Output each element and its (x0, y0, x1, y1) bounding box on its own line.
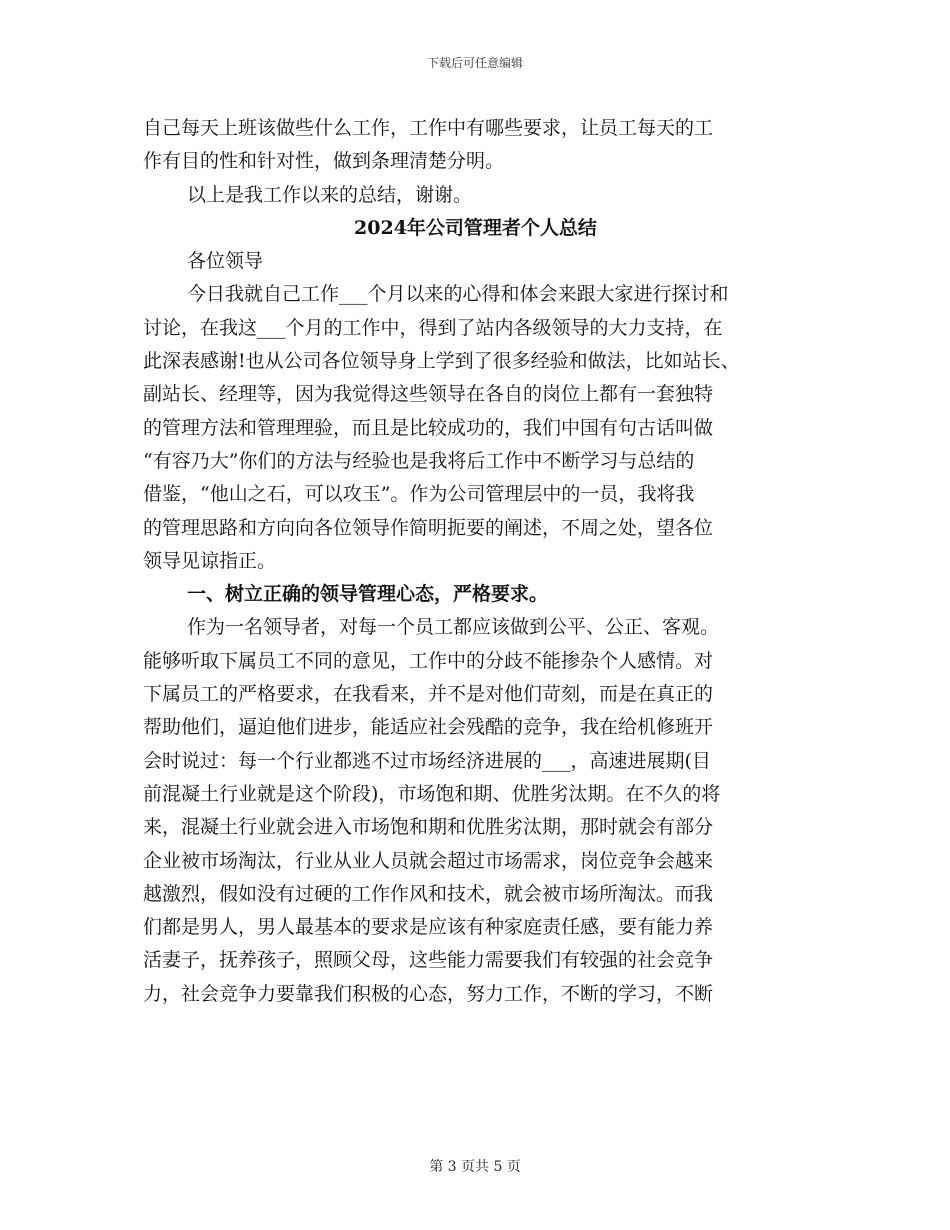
header-note: 下载后可任意编辑 (426, 56, 523, 70)
paragraph-line: 领导见谅指正。 (143, 549, 277, 572)
paragraph-line: 以上是我工作以来的总结，谢谢。 (187, 183, 473, 206)
paragraph-line: 能够听取下属员工不同的意见，工作中的分歧不能掺杂个人感情。对 (143, 649, 714, 672)
paragraph-line: 力，社会竞争力要靠我们积极的心态，努力工作，不断的学习，不断 (143, 982, 714, 1005)
paragraph-line: 作为一名领导者，对每一个员工都应该做到公平、公正、客观。 (187, 616, 720, 639)
section-heading: 一、树立正确的领导管理心态，严格要求。 (187, 583, 549, 606)
paragraph-line: 自己每天上班该做些什么工作，工作中有哪些要求，让员工每天的工 (143, 117, 714, 139)
paragraph-line: 今日我就自己工作___个月以来的心得和体会来跟大家进行探讨和 (187, 283, 729, 306)
paragraph-line: 会时说过：每一个行业都逃不过市场经济进展的___，高速进展期(目 (143, 749, 711, 772)
paragraph-line: 帮助他们，逼迫他们进步，能适应社会残酷的竞争，我在给机修班开 (143, 716, 714, 739)
paragraph-line: 下属员工的严格要求，在我看来，并不是对他们苛刻，而是在真正的 (143, 683, 714, 706)
paragraph-line: 此深表感谢!也从公司各位领导身上学到了很多经验和做法，比如站长、 (143, 350, 740, 373)
salutation: 各位领导 (187, 250, 264, 273)
document-body (143, 112, 808, 1011)
paragraph-line: 的管理方法和管理理验，而且是比较成功的，我们中国有句古话叫做 (143, 416, 714, 439)
paragraph-line: 前混凝土行业就是这个阶段)，市场饱和期、优胜劣汰期。在不久的将 (143, 782, 721, 805)
paragraph-line: 们都是男人，男人最基本的要求是应该有种家庭责任感，要有能力养 (143, 916, 714, 939)
paragraph-line: 借鉴，“他山之石，可以攻玉”。作为公司管理层中的一员，我将我 (143, 483, 695, 506)
paragraph-line: 越激烈，假如没有过硬的工作作风和技术，就会被市场所淘汰。而我 (143, 882, 714, 905)
paragraph-line: 活妻子，抚养孩子，照顾父母，这些能力需要我们有较强的社会竞争 (143, 949, 714, 972)
paragraph-line: 副站长、经理等，因为我觉得这些领导在各自的岗位上都有一套独特 (143, 383, 714, 406)
paragraph-line: 作有目的性和针对性，做到条理清楚分明。 (143, 150, 505, 173)
paragraph-line: “有容乃大”你们的方法与经验也是我将后工作中不断学习与总结的 (143, 449, 695, 472)
paragraph-line: 讨论，在我这___个月的工作中，得到了站内各级领导的大力支持，在 (143, 316, 723, 339)
paragraph-line: 来，混凝土行业就会进入市场饱和期和优胜劣汰期，那时就会有部分 (143, 816, 714, 839)
paragraph-line: 的管理思路和方向向各位领导作简明扼要的阐述，不周之处，望各位 (143, 516, 714, 539)
paragraph-line: 企业被市场淘汰，行业从业人员就会超过市场需求，岗位竞争会越来 (143, 849, 714, 872)
page-number: 第 3 页共 5 页 (429, 1159, 521, 1175)
document-title: 2024年公司管理者个人总结 (354, 216, 597, 239)
